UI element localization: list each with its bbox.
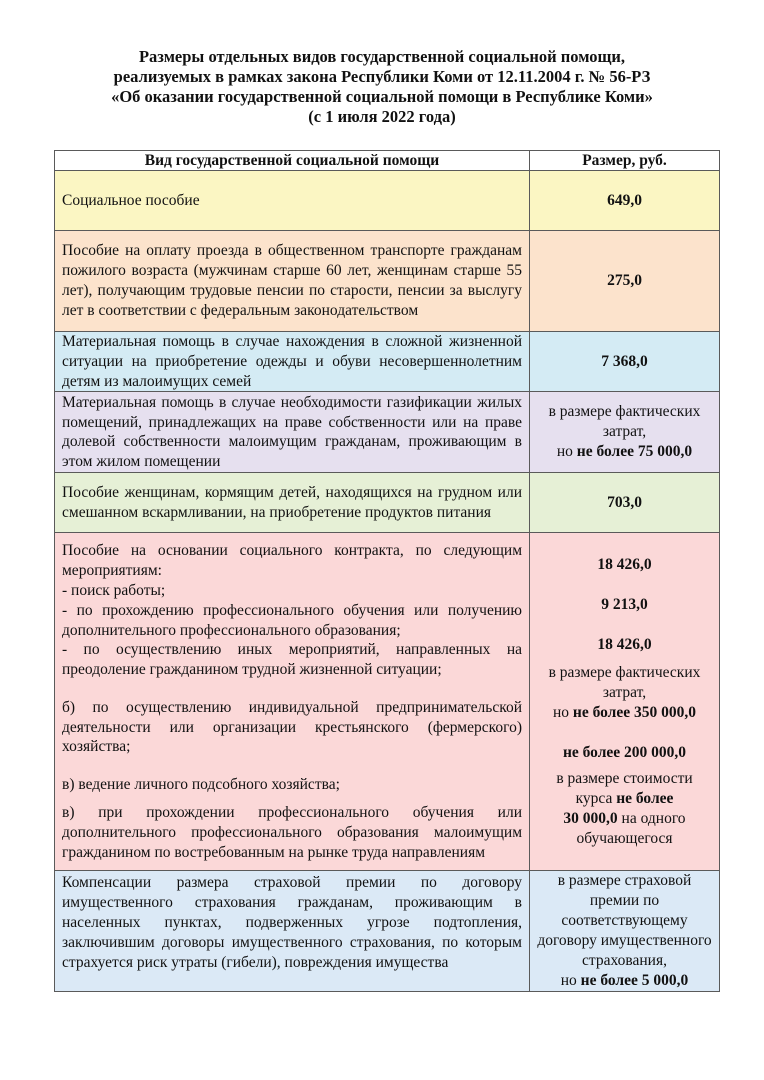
row4-size (530, 392, 720, 473)
row2-desc: Пособие на оплату проезда в общественном транспорте гражданам пожилого возраста (мужчинам старше 60 лет, женщинам старше 55 лет), получающим трудовые пенсии по старости, пенсии за выслугу лет в соответствии с федеральным законодательством (55, 231, 530, 332)
row6-val-6-per: на одного (617, 809, 686, 827)
title-line-3: «Об оказании государственной социальной помощи в Республике Коми» (111, 87, 653, 106)
row6-item-f: в) при прохождении профессионального обучения или дополнительного профессионального образования малоимущим гражданином по востребованным на рынке труда направлениям (62, 804, 522, 861)
row6-val-6-amount: 30 000,0 (563, 809, 618, 827)
row7-size-limit: не более 5 000,0 (580, 972, 689, 990)
header-size: Размер, руб. (530, 151, 720, 171)
row7-size-text: в размере страховой премии по соответствующему договору имущественного страхования, (537, 872, 712, 970)
row4-desc: Материальная помощь в случае необходимости газификации жилых помещений, принадлежащих на праве собственности или на праве долевой собственности малоимущим гражданам, проживающим в этом жилом помещении (55, 392, 530, 473)
row4-size-text: в размере фактических затрат, (548, 403, 701, 441)
row7-size-prefix: но (560, 972, 581, 990)
row6-val-5: не более 200 000,0 (562, 743, 687, 761)
row6-val-6-student: обучающегося (576, 829, 673, 847)
row6-val-6: в размере стоимости (556, 769, 693, 787)
row6-val-6-course: курса (575, 789, 617, 807)
assistance-table (54, 150, 720, 992)
row6-val-4-prefix: но (552, 703, 573, 721)
row3-size: 7 368,0 (530, 332, 720, 392)
row6-item-b: - по прохождению профессионального обучения или получению дополнительного профессионального образования; (62, 601, 522, 639)
row6-val-3: 18 426,0 (597, 635, 652, 653)
row6-item-e: в) ведение личного подсобного хозяйства; (62, 776, 340, 794)
row7-desc: Компенсации размера страховой премии по договору имущественного страхования гражданам, проживающим в населенных пунктах, подверженных угрозе подтопления, заключившим договоры имущественного страхования, по которым страхуется риск утраты (гибели), повреждения имущества (55, 871, 530, 992)
table-row (55, 332, 720, 392)
row6-desc (55, 533, 530, 871)
row6-item-c: - по осуществлению иных мероприятий, направленных на преодоление гражданином трудной жизненной ситуации; (62, 641, 522, 679)
document-title (0, 47, 764, 127)
row6-val-1: 18 426,0 (597, 555, 652, 573)
table-row (55, 533, 720, 871)
row2-size: 275,0 (530, 231, 720, 332)
row6-val-4: в размере фактических затрат, (548, 663, 701, 701)
row6-item-a: - поиск работы; (62, 581, 166, 599)
row3-desc: Материальная помощь в случае нахождения в сложной жизненной ситуации на приобретение одежды и обуви несовершеннолетним детям из малоимущих семей (55, 332, 530, 392)
table-header-row (55, 151, 720, 171)
table-row (55, 871, 720, 992)
header-type: Вид государственной социальной помощи (55, 151, 530, 171)
row6-intro: Пособие на основании социального контракта, по следующим мероприятиям: (62, 542, 522, 580)
title-line-1: Размеры отдельных видов государственной социальной помощи, (138, 47, 626, 66)
row7-size (530, 871, 720, 992)
title-line-4: (с 1 июля 2022 года) (308, 107, 456, 126)
row5-desc: Пособие женщинам, кормящим детей, находящихся на грудном или смешанном вскармливании, на приобретение продуктов питания (55, 473, 530, 533)
table-row (55, 473, 720, 533)
row1-size: 649,0 (530, 171, 720, 231)
row5-size: 703,0 (530, 473, 720, 533)
row4-size-prefix: но (556, 443, 577, 461)
row6-size (530, 533, 720, 871)
row1-desc: Социальное пособие (55, 171, 530, 231)
row4-size-limit: не более 75 000,0 (576, 443, 693, 461)
row6-val-6-limit: не более (616, 789, 674, 807)
table-row (55, 231, 720, 332)
title-line-2: реализуемых в рамках закона Республики Коми от 12.11.2004 г. № 56-РЗ (113, 67, 651, 86)
row6-item-d: б) по осуществлению индивидуальной предпринимательской деятельности или организации крестьянского (фермерского) хозяйства; (62, 698, 522, 756)
row6-val-4-limit: не более 350 000,0 (572, 703, 697, 721)
table-row (55, 171, 720, 231)
row6-val-2: 9 213,0 (601, 595, 648, 613)
table-row (55, 392, 720, 473)
